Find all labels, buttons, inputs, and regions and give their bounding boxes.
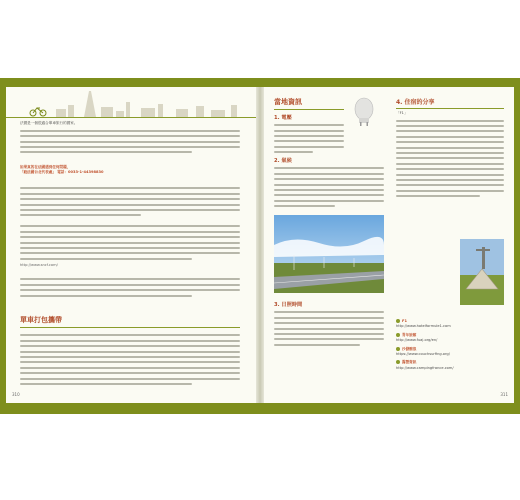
link-couchsurfing[interactable]: 沙發衝浪 https://www.couchsurfing.org/ [396, 346, 450, 357]
office-phone: 電話：0033-1-44398830 [57, 170, 104, 175]
bullet-icon [396, 319, 400, 323]
info-text [20, 170, 240, 175]
bicycle-icon [30, 108, 46, 116]
sncf-link[interactable]: http://www.sncf.com/ [20, 263, 58, 268]
road-landscape-photo [274, 215, 384, 293]
link-f1[interactable]: F1 http://www.hotelformule1.com [396, 319, 451, 329]
right-page [264, 87, 514, 403]
section-title-bike-packing: 單車打包攜帶 [20, 316, 62, 324]
link-camping[interactable]: 露營資訊 http://www.campingfrance.com/ [396, 360, 454, 370]
bullet-icon [396, 360, 400, 364]
f1-mention: 「F1」 [396, 110, 408, 115]
subtitle-climate: 2. 氣候 [274, 158, 292, 164]
left-page [6, 87, 256, 403]
paris-skyline-illustration [6, 87, 256, 119]
intro-paragraph: 法國是一個很適合單車旅行的國家。 [20, 121, 78, 125]
page-number-right: 311 [500, 392, 508, 397]
plug-adapter-photo [350, 93, 380, 127]
office-name: 「駐法國台北代表處」 [20, 170, 56, 175]
subtitle-voltage: 1. 電壓 [274, 114, 292, 121]
bullet-icon [396, 347, 400, 351]
book-gutter [256, 87, 264, 403]
page-number-left: 310 [12, 392, 20, 397]
info-heading: 如果真的在法國遇到任何問題， [20, 165, 71, 169]
bullet-icon [396, 333, 400, 337]
subtitle-accommodation: 4. 住宿的分享 [396, 99, 435, 106]
subtitle-daylight: 3. 日照時間 [274, 302, 303, 308]
tent-camping-photo [460, 239, 504, 305]
link-youth-hostel[interactable]: 青年旅館 http://www.fuaj.org/en/ [396, 332, 438, 343]
section-title-local-info: 當地資訊 [274, 98, 302, 106]
